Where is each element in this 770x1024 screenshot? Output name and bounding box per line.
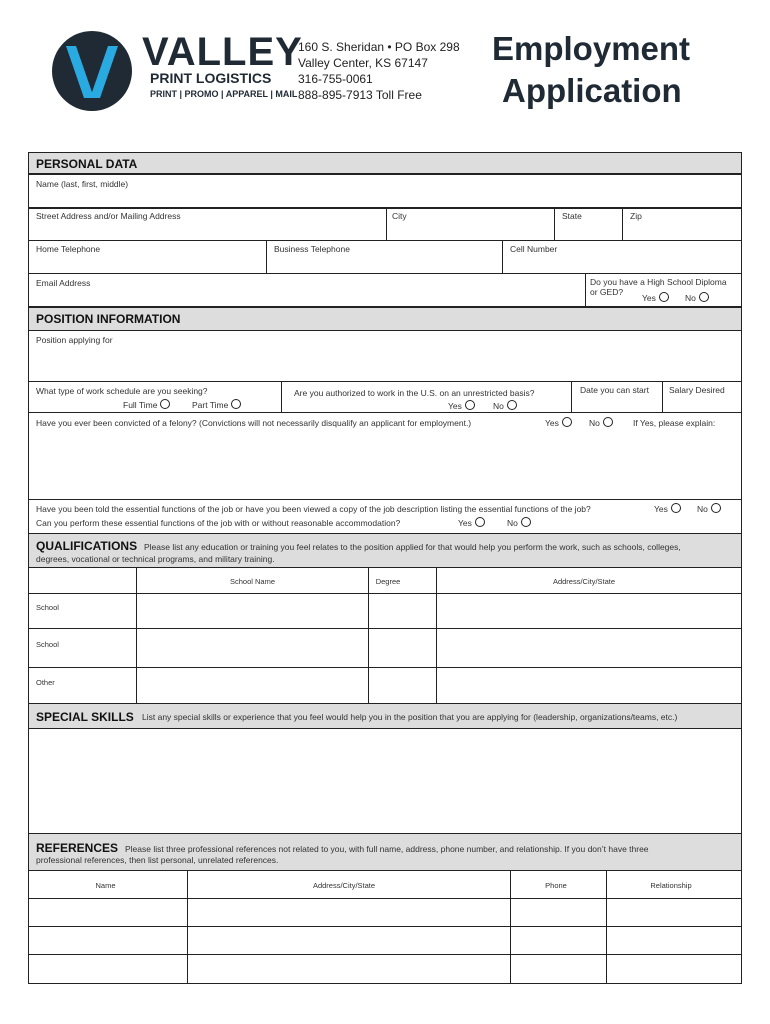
ref-name-input[interactable] <box>28 926 188 955</box>
perform-no-option[interactable] <box>507 517 531 528</box>
business-phone-label: Business Telephone <box>274 244 350 254</box>
city-label: City <box>392 211 407 221</box>
authorized-no-option[interactable] <box>493 400 517 411</box>
name-field[interactable] <box>28 174 742 208</box>
zip-label: Zip <box>630 211 642 221</box>
essential-yes-label: Yes <box>654 504 668 514</box>
diploma-question-2: or GED? <box>590 287 624 297</box>
qual-col-address: Address/City/State <box>552 577 616 586</box>
essential-question: Have you been told the essential functions of the job or have you been viewed a copy of the job description listing the essential functions of the job? <box>36 504 591 514</box>
felony-no-option[interactable] <box>589 417 613 428</box>
authorized-no-radio[interactable] <box>507 400 517 410</box>
references-header <box>28 833 742 871</box>
qualifications-title: QUALIFICATIONS <box>36 539 138 553</box>
diploma-no-label: No <box>685 293 696 303</box>
ref-phone-input[interactable] <box>510 898 607 927</box>
position-title: POSITION INFORMATION <box>36 312 181 326</box>
authorized-question: Are you authorized to work in the U.S. on an unrestricted basis? <box>294 388 535 398</box>
qualifications-note-1: Please list any education or training you feel relates to the position applied for that would help you perform the work, such as schools, colleges, <box>144 542 681 552</box>
qual-row-label: School <box>36 603 59 612</box>
ref-relationship-input[interactable] <box>606 926 742 955</box>
state-label: State <box>562 211 582 221</box>
essential-yes-radio[interactable] <box>671 503 681 513</box>
full-time-label: Full Time <box>123 400 158 410</box>
cell-label: Cell Number <box>510 244 558 254</box>
ref-address-input[interactable] <box>187 954 511 984</box>
company-address-1: 160 S. Sheridan • PO Box 298 <box>298 40 460 54</box>
special-skills-note: List any special skills or experience that you feel would help you in the position that you are applying for (leadership, organizations/teams, etc.) <box>142 712 678 722</box>
part-time-label: Part Time <box>192 400 229 410</box>
perform-yes-label: Yes <box>458 518 472 528</box>
perform-no-radio[interactable] <box>521 517 531 527</box>
company-address-2: Valley Center, KS 67147 <box>298 56 428 70</box>
diploma-yes-option[interactable] <box>642 292 669 303</box>
ref-address-input[interactable] <box>187 926 511 955</box>
part-time-option[interactable] <box>192 399 241 410</box>
felony-question: Have you ever been convicted of a felony? (Convictions will not necessarily disqualify an applicant for employment.) <box>36 418 472 428</box>
email-field[interactable] <box>28 273 586 307</box>
qual-header-blank <box>28 567 137 594</box>
ref-phone-input[interactable] <box>510 954 607 984</box>
qualifications-note-2: degrees, vocational or technical programs, and military training. <box>36 554 275 564</box>
qual-degree-input[interactable] <box>368 593 437 629</box>
ref-name-input[interactable] <box>28 954 188 984</box>
street-label: Street Address and/or Mailing Address <box>36 211 181 221</box>
part-time-radio[interactable] <box>231 399 241 409</box>
page-title-line1: Employment <box>492 30 691 67</box>
name-label: Name (last, first, middle) <box>36 179 129 189</box>
ref-address-input[interactable] <box>187 898 511 927</box>
authorized-yes-radio[interactable] <box>465 400 475 410</box>
ref-relationship-input[interactable] <box>606 954 742 984</box>
special-skills-header <box>28 703 742 729</box>
city-field[interactable] <box>386 208 555 241</box>
qual-row-label: Other <box>36 678 55 687</box>
personal-data-title: PERSONAL DATA <box>36 157 138 171</box>
ref-col-name: Name <box>95 881 116 890</box>
qual-school-name-input[interactable] <box>136 593 369 629</box>
references-note-1: Please list three professional references not related to you, with full name, address, phone number, and relationship. If you don’t have three <box>125 844 649 854</box>
references-note-2: professional references, then list personal, unrelated references. <box>36 855 279 865</box>
qual-address-input[interactable] <box>436 628 742 668</box>
diploma-no-radio[interactable] <box>699 292 709 302</box>
diploma-yes-radio[interactable] <box>659 292 669 302</box>
position-applying-label: Position applying for <box>36 335 113 345</box>
position-applying-field[interactable] <box>28 330 742 382</box>
diploma-yes-label: Yes <box>642 293 656 303</box>
special-skills-field[interactable] <box>28 728 742 834</box>
essential-no-label: No <box>697 504 708 514</box>
qual-col-school-name: School Name <box>229 577 276 586</box>
qualifications-header <box>28 533 742 568</box>
qual-address-input[interactable] <box>436 593 742 629</box>
valley-v-logo-icon <box>50 28 134 114</box>
diploma-no-option[interactable] <box>685 292 709 303</box>
ref-name-input[interactable] <box>28 898 188 927</box>
personal-data-header <box>28 152 742 174</box>
company-subname: PRINT LOGISTICS <box>150 70 272 86</box>
essential-yes-option[interactable] <box>654 503 681 514</box>
perform-question: Can you perform these essential functions of the job with or without reasonable accommodation? <box>36 518 401 528</box>
authorized-yes-label: Yes <box>448 401 462 411</box>
date-start-label: Date you can start <box>580 385 649 395</box>
authorized-no-label: No <box>493 401 504 411</box>
company-tagline: PRINT | PROMO | APPAREL | MAIL <box>150 89 298 99</box>
felony-explain-label: If Yes, please explain: <box>633 418 716 428</box>
essential-no-option[interactable] <box>697 503 721 514</box>
references-title: REFERENCES <box>36 841 119 855</box>
company-name: VALLEY <box>142 30 303 74</box>
ref-phone-input[interactable] <box>510 926 607 955</box>
special-skills-title: SPECIAL SKILLS <box>36 710 134 724</box>
company-toll-free: 888-895-7913 Toll Free <box>298 88 422 102</box>
qual-school-name-input[interactable] <box>136 667 369 704</box>
qual-address-input[interactable] <box>436 667 742 704</box>
felony-no-label: No <box>589 418 600 428</box>
authorized-yes-option[interactable] <box>448 400 475 411</box>
full-time-option[interactable] <box>123 399 170 410</box>
ref-col-relationship: Relationship <box>650 881 692 890</box>
qual-col-degree: Degree <box>375 577 401 586</box>
qual-row-label: School <box>36 640 59 649</box>
qual-school-name-input[interactable] <box>136 628 369 668</box>
ref-col-address: Address/City/State <box>312 881 376 890</box>
company-logo <box>50 28 134 114</box>
position-header <box>28 307 742 331</box>
felony-yes-radio[interactable] <box>562 417 572 427</box>
company-phone: 316-755-0061 <box>298 72 373 86</box>
felony-yes-option[interactable] <box>545 417 572 428</box>
felony-yes-label: Yes <box>545 418 559 428</box>
full-time-radio[interactable] <box>160 399 170 409</box>
perform-no-label: No <box>507 518 518 528</box>
qual-degree-input[interactable] <box>368 628 437 668</box>
schedule-question: What type of work schedule are you seeking? <box>36 386 208 396</box>
ref-col-phone: Phone <box>545 881 567 890</box>
perform-yes-option[interactable] <box>458 517 485 528</box>
diploma-question-1: Do you have a High School Diploma <box>590 277 727 287</box>
salary-label: Salary Desired <box>669 385 725 395</box>
home-phone-label: Home Telephone <box>36 244 101 254</box>
felony-no-radio[interactable] <box>603 417 613 427</box>
ref-relationship-input[interactable] <box>606 898 742 927</box>
perform-yes-radio[interactable] <box>475 517 485 527</box>
email-label: Email Address <box>36 278 91 288</box>
qual-degree-input[interactable] <box>368 667 437 704</box>
page-title-line2: Application <box>502 72 682 109</box>
essential-no-radio[interactable] <box>711 503 721 513</box>
